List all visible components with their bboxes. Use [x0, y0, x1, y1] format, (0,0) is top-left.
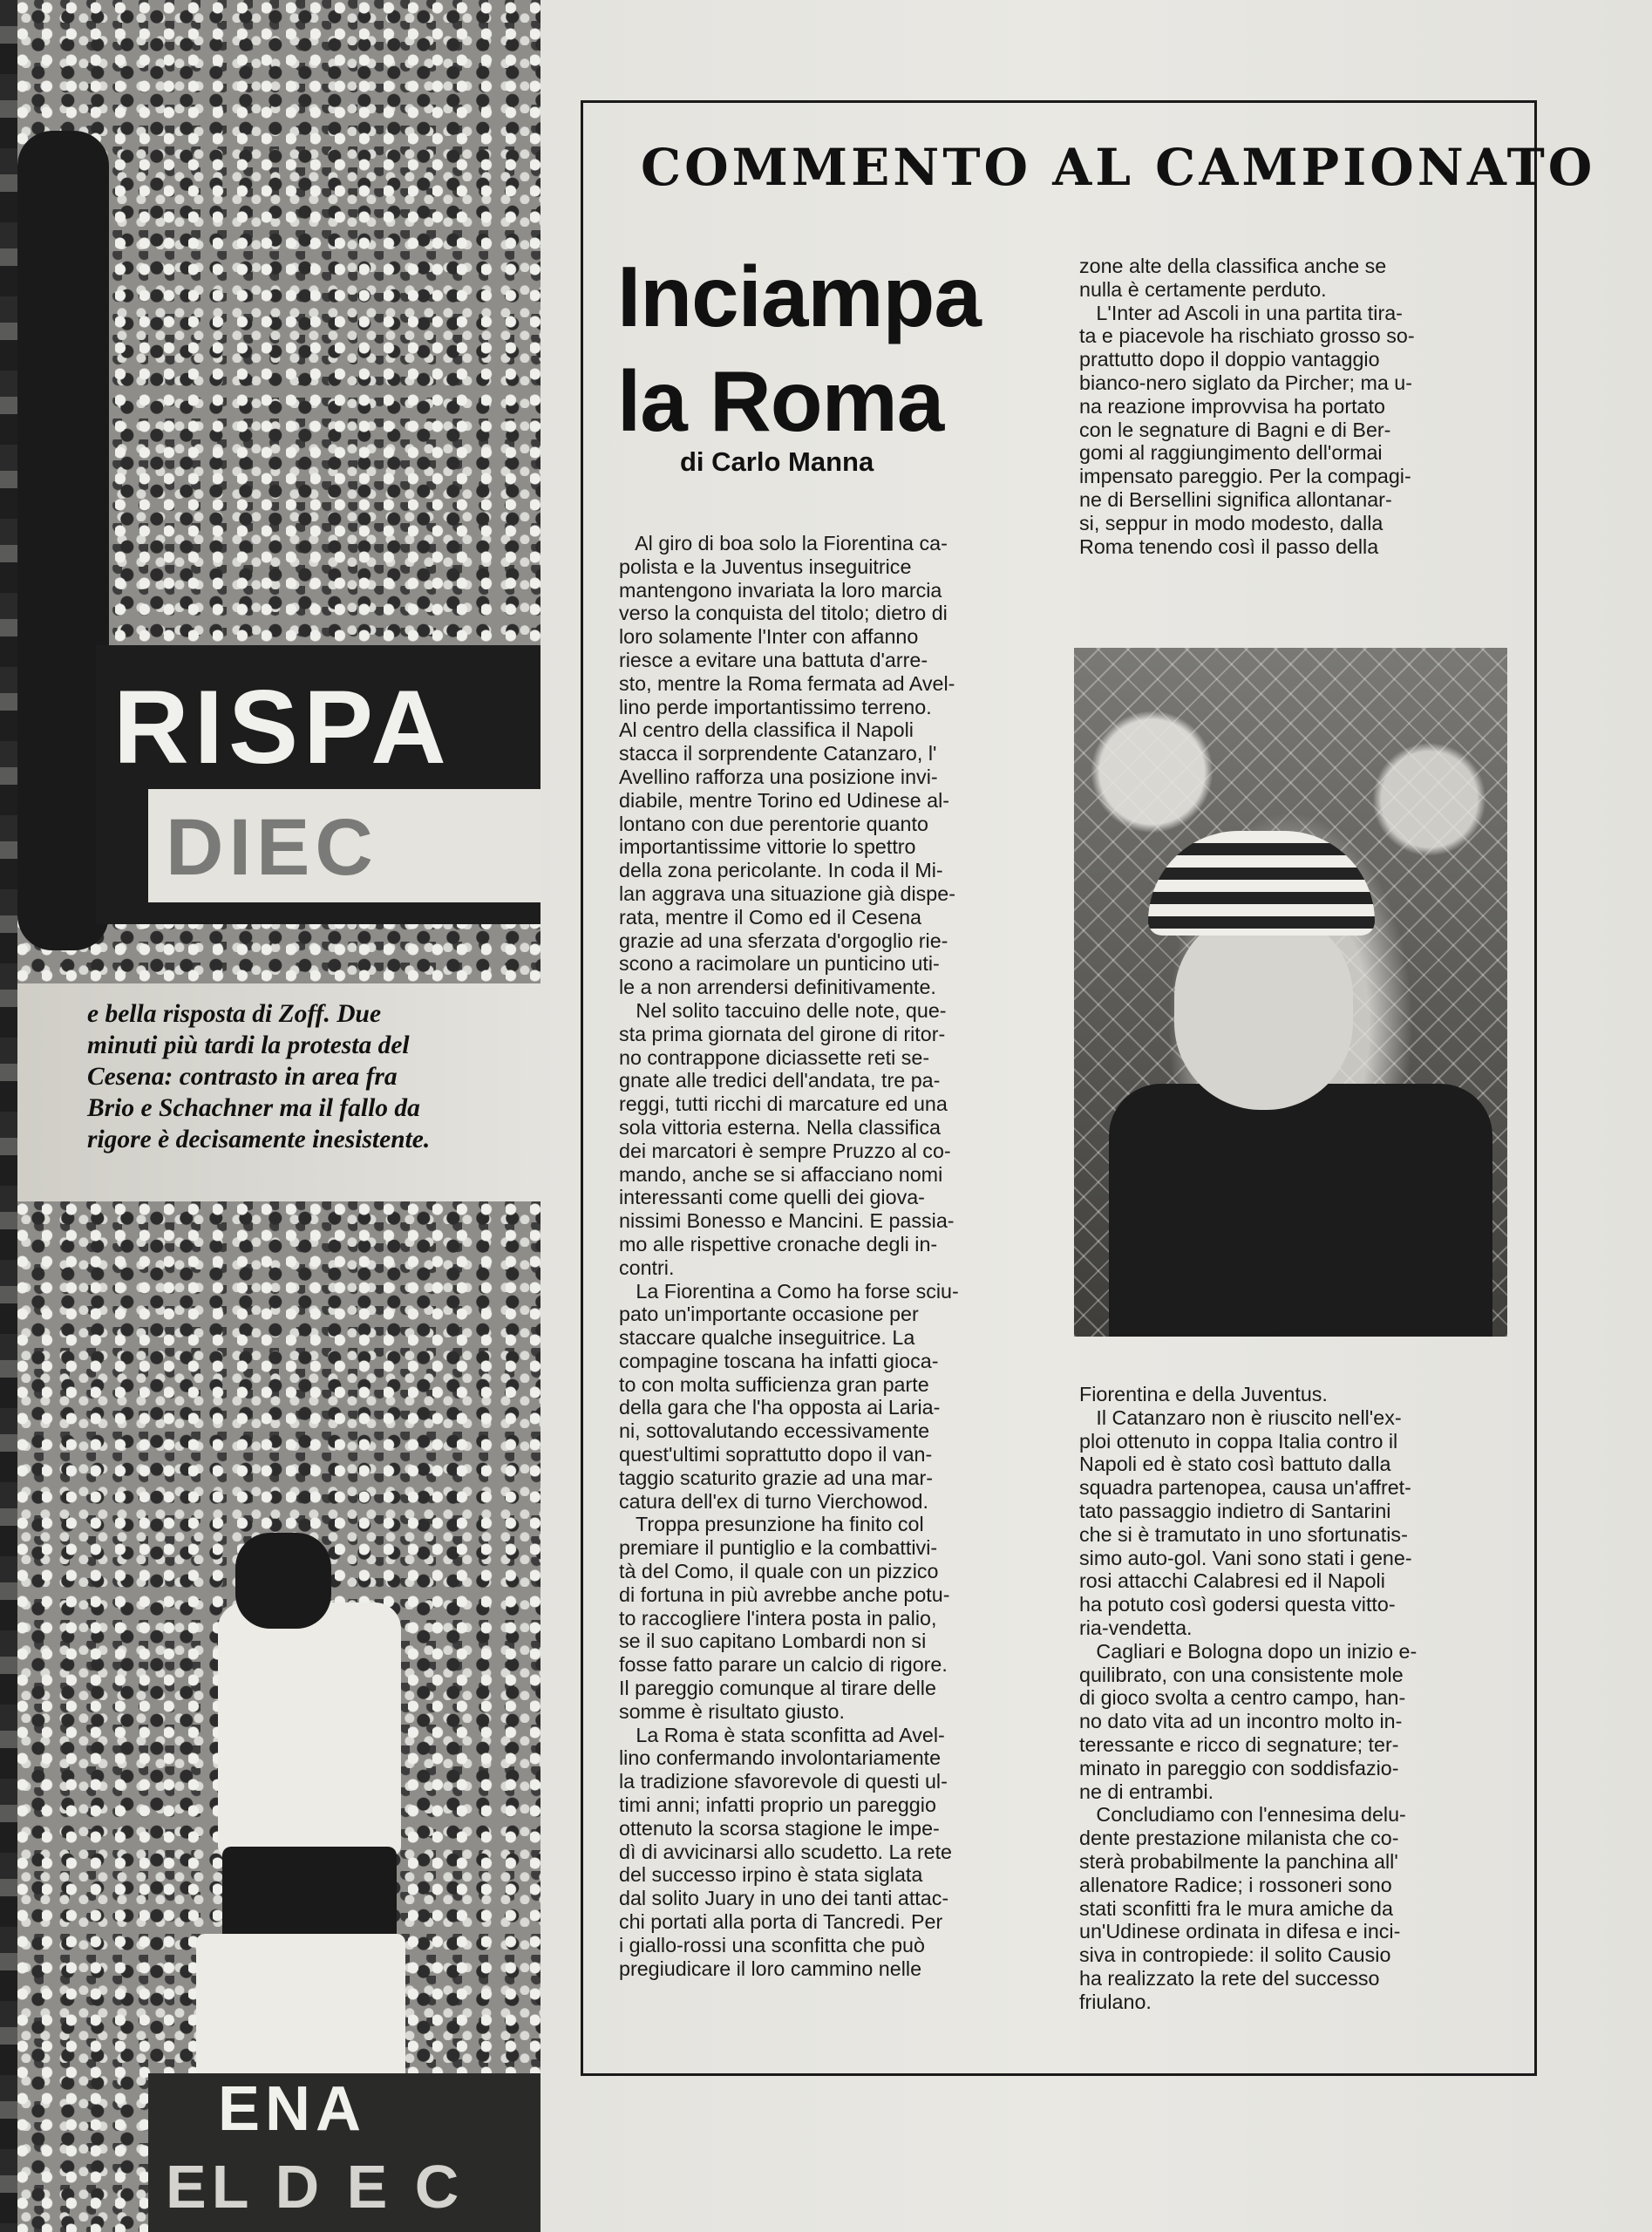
article-line: zone alte della classifica anche se: [1079, 255, 1387, 277]
section-kicker: COMMENTO AL CAMPIONATO: [641, 138, 1596, 197]
article-line: lino perde importantissimo terreno.: [619, 695, 932, 718]
article-line: friulano.: [1079, 1990, 1152, 2013]
article-line: taggio scaturito grazie ad una mar-: [619, 1466, 933, 1489]
article-line: na reazione improvvisa ha portato: [1079, 394, 1385, 418]
caption-line: rigore è decisamente inesistente.: [87, 1126, 431, 1153]
article-line: importantissime vittorie lo spettro: [619, 835, 916, 859]
article-line: Concludiamo con l'ennesima delu-: [1079, 1803, 1406, 1827]
article-line: bianco-nero siglato da Pircher; ma u-: [1079, 371, 1412, 394]
article-line: un'Udinese ordinata in difesa e inci-: [1079, 1920, 1401, 1943]
article-line: quilibrato, con una consistente mole: [1079, 1663, 1404, 1686]
article-line: Al giro di boa solo la Fiorentina ca-: [619, 532, 948, 555]
article-line: pregiudicare il loro cammino nelle: [619, 1956, 922, 1980]
article-line: teressante e ricco di segnature; ter-: [1079, 1732, 1399, 1756]
article-line: to raccogliere l'intera posta in palio,: [619, 1606, 937, 1630]
article-line: reggi, tutti ricchi di marcature ed una: [619, 1092, 948, 1116]
article-line: nulla è certamente perduto.: [1079, 277, 1327, 301]
article-line: Troppa presunzione ha finito col: [619, 1513, 924, 1536]
article-line: impensato pareggio. Per la compagi-: [1079, 465, 1411, 488]
article-line: compagine toscana ha infatti gioca-: [619, 1349, 939, 1372]
article-line: Napoli ed è stato così battuto dalla: [1079, 1453, 1391, 1476]
headline-line: Inciampa: [617, 248, 981, 344]
article-line: no contrappone diciassette reti se-: [619, 1045, 930, 1069]
article-line: stacca il sorprendente Catanzaro, l': [619, 742, 937, 766]
article-line: contri.: [619, 1256, 675, 1279]
article-line: ni, sottovalutando eccessivamente: [619, 1419, 930, 1443]
article-column-1: [619, 532, 1037, 1980]
article-line: squadra partenopea, causa un'affret-: [1079, 1476, 1411, 1500]
article-line: rata, mentre il Como ed il Cesena: [619, 905, 922, 929]
article-line: dei marcatori è sempre Pruzzo al co-: [619, 1139, 951, 1162]
article-line: del successo irpino è stata siglata: [619, 1863, 923, 1887]
fan-coat: [1109, 1084, 1492, 1337]
article-line: Cagliari e Bologna dopo un inizio e-: [1079, 1639, 1417, 1663]
article-line: gomi al raggiungimento dell'ormai: [1079, 441, 1383, 465]
article-line: ploi ottenuto in coppa Italia contro il: [1079, 1429, 1398, 1453]
photo-caption: [87, 998, 523, 1155]
article-line: dente prestazione milanista che co-: [1079, 1827, 1399, 1850]
article-line: ne di entrambi.: [1079, 1779, 1214, 1803]
banner-text-line1: RISPA: [113, 669, 452, 786]
article-line: allenatore Radice; i rossoneri sono: [1079, 1873, 1392, 1896]
article-line: grazie ad una sferzata d'orgoglio rie-: [619, 929, 948, 952]
caption-line: minuti più tardi la protesta del: [87, 1031, 410, 1059]
article-line: timi anni; infatti proprio un pareggio: [619, 1793, 936, 1817]
article-line: loro solamente l'Inter con affanno: [619, 625, 919, 649]
article-line: dal solito Juary in uno dei tanti attac-: [619, 1887, 949, 1910]
article-line: Roma tenendo così il passo della: [1079, 534, 1379, 558]
article-line: premiare il puntiglio e la combattivi-: [619, 1536, 938, 1560]
article-line: interessanti come quelli dei giova-: [619, 1186, 925, 1209]
article-line: dì di avvicinarsi allo scudetto. La rete: [619, 1840, 953, 1863]
article-line: che si è tramutato in uno sfortunatis-: [1079, 1522, 1408, 1546]
article-line: se il suo capitano Lombardi non si: [619, 1630, 927, 1653]
article-column-2-bottom: [1079, 1383, 1498, 2014]
article-line: La Fiorentina a Como ha forse sciu-: [619, 1279, 959, 1303]
fan-striped-cap: [1148, 831, 1375, 936]
fan-face: [1174, 909, 1353, 1110]
article-line: sola vittoria esterna. Nella classifica: [619, 1115, 942, 1139]
stadium-photo-top: [17, 0, 540, 983]
article-line: lontano con due perentorie quanto: [619, 812, 928, 835]
article-line: Nel solito taccuino delle note, que-: [619, 998, 947, 1022]
caption-line: Brio e Schachner ma il fallo da: [87, 1094, 420, 1122]
banner-text-line2: EL D E C: [166, 2153, 465, 2221]
article-line: Il pareggio comunque al tirare delle: [619, 1677, 936, 1700]
article-line: Fiorentina e della Juventus.: [1079, 1383, 1328, 1405]
article-line: La Roma è stata sconfitta ad Avel-: [619, 1723, 945, 1746]
article-line: nissimi Bonesso e Mancini. E passia-: [619, 1209, 955, 1233]
article-line: somme è risultato giusto.: [619, 1699, 845, 1723]
player-shorts: [222, 1847, 397, 1943]
article-line: polista e la Juventus inseguitrice: [619, 555, 912, 578]
article-line: no dato vita ad un incontro molto in-: [1079, 1710, 1403, 1733]
article-line: Il Catanzaro non è riuscito nell'ex-: [1079, 1405, 1402, 1429]
article-line: ta e piacevole ha rischiato grosso so-: [1079, 324, 1415, 348]
article-line: tato passaggio indietro di Santarini: [1079, 1499, 1391, 1522]
article-line: verso la conquista del titolo; dietro di: [619, 602, 948, 625]
caption-line: e bella risposta di Zoff. Due: [87, 1000, 382, 1028]
article-line: di fortuna in più avrebbe anche potu-: [619, 1582, 950, 1606]
article-line: simo auto-gol. Vani sono stati i gene-: [1079, 1546, 1412, 1569]
article-line: della gara che l'ha opposta ai Laria-: [619, 1396, 941, 1419]
article-line: lino confermando involontariamente: [619, 1746, 942, 1770]
article-line: i giallo-rossi una sconfitta che può: [619, 1933, 925, 1956]
article-line: minato in pareggio con soddisfazio-: [1079, 1756, 1399, 1779]
article-line: L'Inter ad Ascoli in una partita tira-: [1079, 301, 1403, 324]
fan-behind-fence-photo: [1074, 648, 1507, 1337]
article-line: gnate alle tredici dell'andata, tre pa-: [619, 1069, 941, 1092]
player-shirt: [218, 1603, 401, 1855]
article-line: prattutto dopo il doppio vantaggio: [1079, 348, 1380, 371]
caption-line: Cesena: contrasto in area fra: [87, 1063, 398, 1091]
article-line: di gioco svolta a centro campo, han-: [1079, 1686, 1406, 1710]
article-line: ha potuto così godersi questa vitto-: [1079, 1593, 1396, 1616]
article-line: catura dell'ex di turno Vierchowod.: [619, 1489, 928, 1513]
article-line: si, seppur in modo modesto, dalla: [1079, 511, 1383, 534]
page-binding-edge: [0, 0, 17, 2232]
article-line: mo alle rispettive cronache degli in-: [619, 1232, 938, 1256]
article-line: rosi attacchi Calabresi ed il Napoli: [1079, 1569, 1385, 1593]
article-line: ne di Bersellini significa allontanar-: [1079, 487, 1392, 511]
article-line: ria-vendetta.: [1079, 1616, 1193, 1639]
article-line: siva in contropiede: il solito Causio: [1079, 1943, 1391, 1967]
article-line: to con molta sufficienza gran parte: [619, 1372, 929, 1396]
article-line: diabile, mentre Torino ed Udinese al-: [619, 788, 950, 812]
article-line: chi portati alla porta di Tancredi. Per: [619, 1910, 943, 1934]
headline-line: la Roma: [617, 353, 944, 449]
article-line: sta prima giornata del girone di ritor-: [619, 1022, 946, 1045]
banner-text-line1: ENA: [218, 2074, 367, 2144]
article-line: la tradizione sfavorevole di questi ul-: [619, 1770, 948, 1793]
article-line: fosse fatto parare un calcio di rigore.: [619, 1653, 948, 1677]
article-line: ottenuto la scorsa stagione le impe-: [619, 1816, 940, 1840]
article-line: ha realizzato la rete del successo: [1079, 1966, 1380, 1990]
article-line: quest'ultimi soprattutto dopo il van-: [619, 1443, 933, 1466]
article-line: mantengono invariata la loro marcia: [619, 578, 942, 602]
article-line: Al centro della classifica il Napoli: [619, 718, 914, 742]
article-line: sterà probabilmente la panchina all': [1079, 1849, 1398, 1873]
article-line: stati sconfitti fra le mura amiche da: [1079, 1896, 1393, 1920]
article-line: mando, anche se si affacciano nomi: [619, 1162, 943, 1186]
article-line: pato un'importante occasione per: [619, 1303, 919, 1326]
article-line: lan aggrava una situazione già dispe-: [619, 881, 955, 905]
article-byline: di Carlo Manna: [680, 446, 874, 477]
article-line: della zona pericolante. In coda il Mi-: [619, 859, 943, 882]
stadium-photo-bottom: [17, 1201, 540, 2232]
article-line: le a non arrendersi definitivamente.: [619, 976, 936, 999]
article-column-2-top: [1079, 255, 1498, 558]
player-hair: [235, 1533, 331, 1629]
article-line: scono a racimolare un punticino uti-: [619, 952, 940, 976]
article-line: Avellino rafforza una posizione invi-: [619, 765, 938, 788]
article-line: staccare qualche inseguitrice. La: [619, 1326, 915, 1350]
article-line: tà del Como, il quale con un pizzico: [619, 1560, 939, 1583]
article-line: riesce a evitare una battuta d'arre-: [619, 648, 928, 671]
article-line: sto, mentre la Roma fermata ad Avel-: [619, 671, 955, 695]
article-line: con le segnature di Bagni e di Ber-: [1079, 418, 1391, 441]
banner-text-line2: DIEC: [166, 803, 378, 892]
article-headline: [617, 244, 1105, 453]
